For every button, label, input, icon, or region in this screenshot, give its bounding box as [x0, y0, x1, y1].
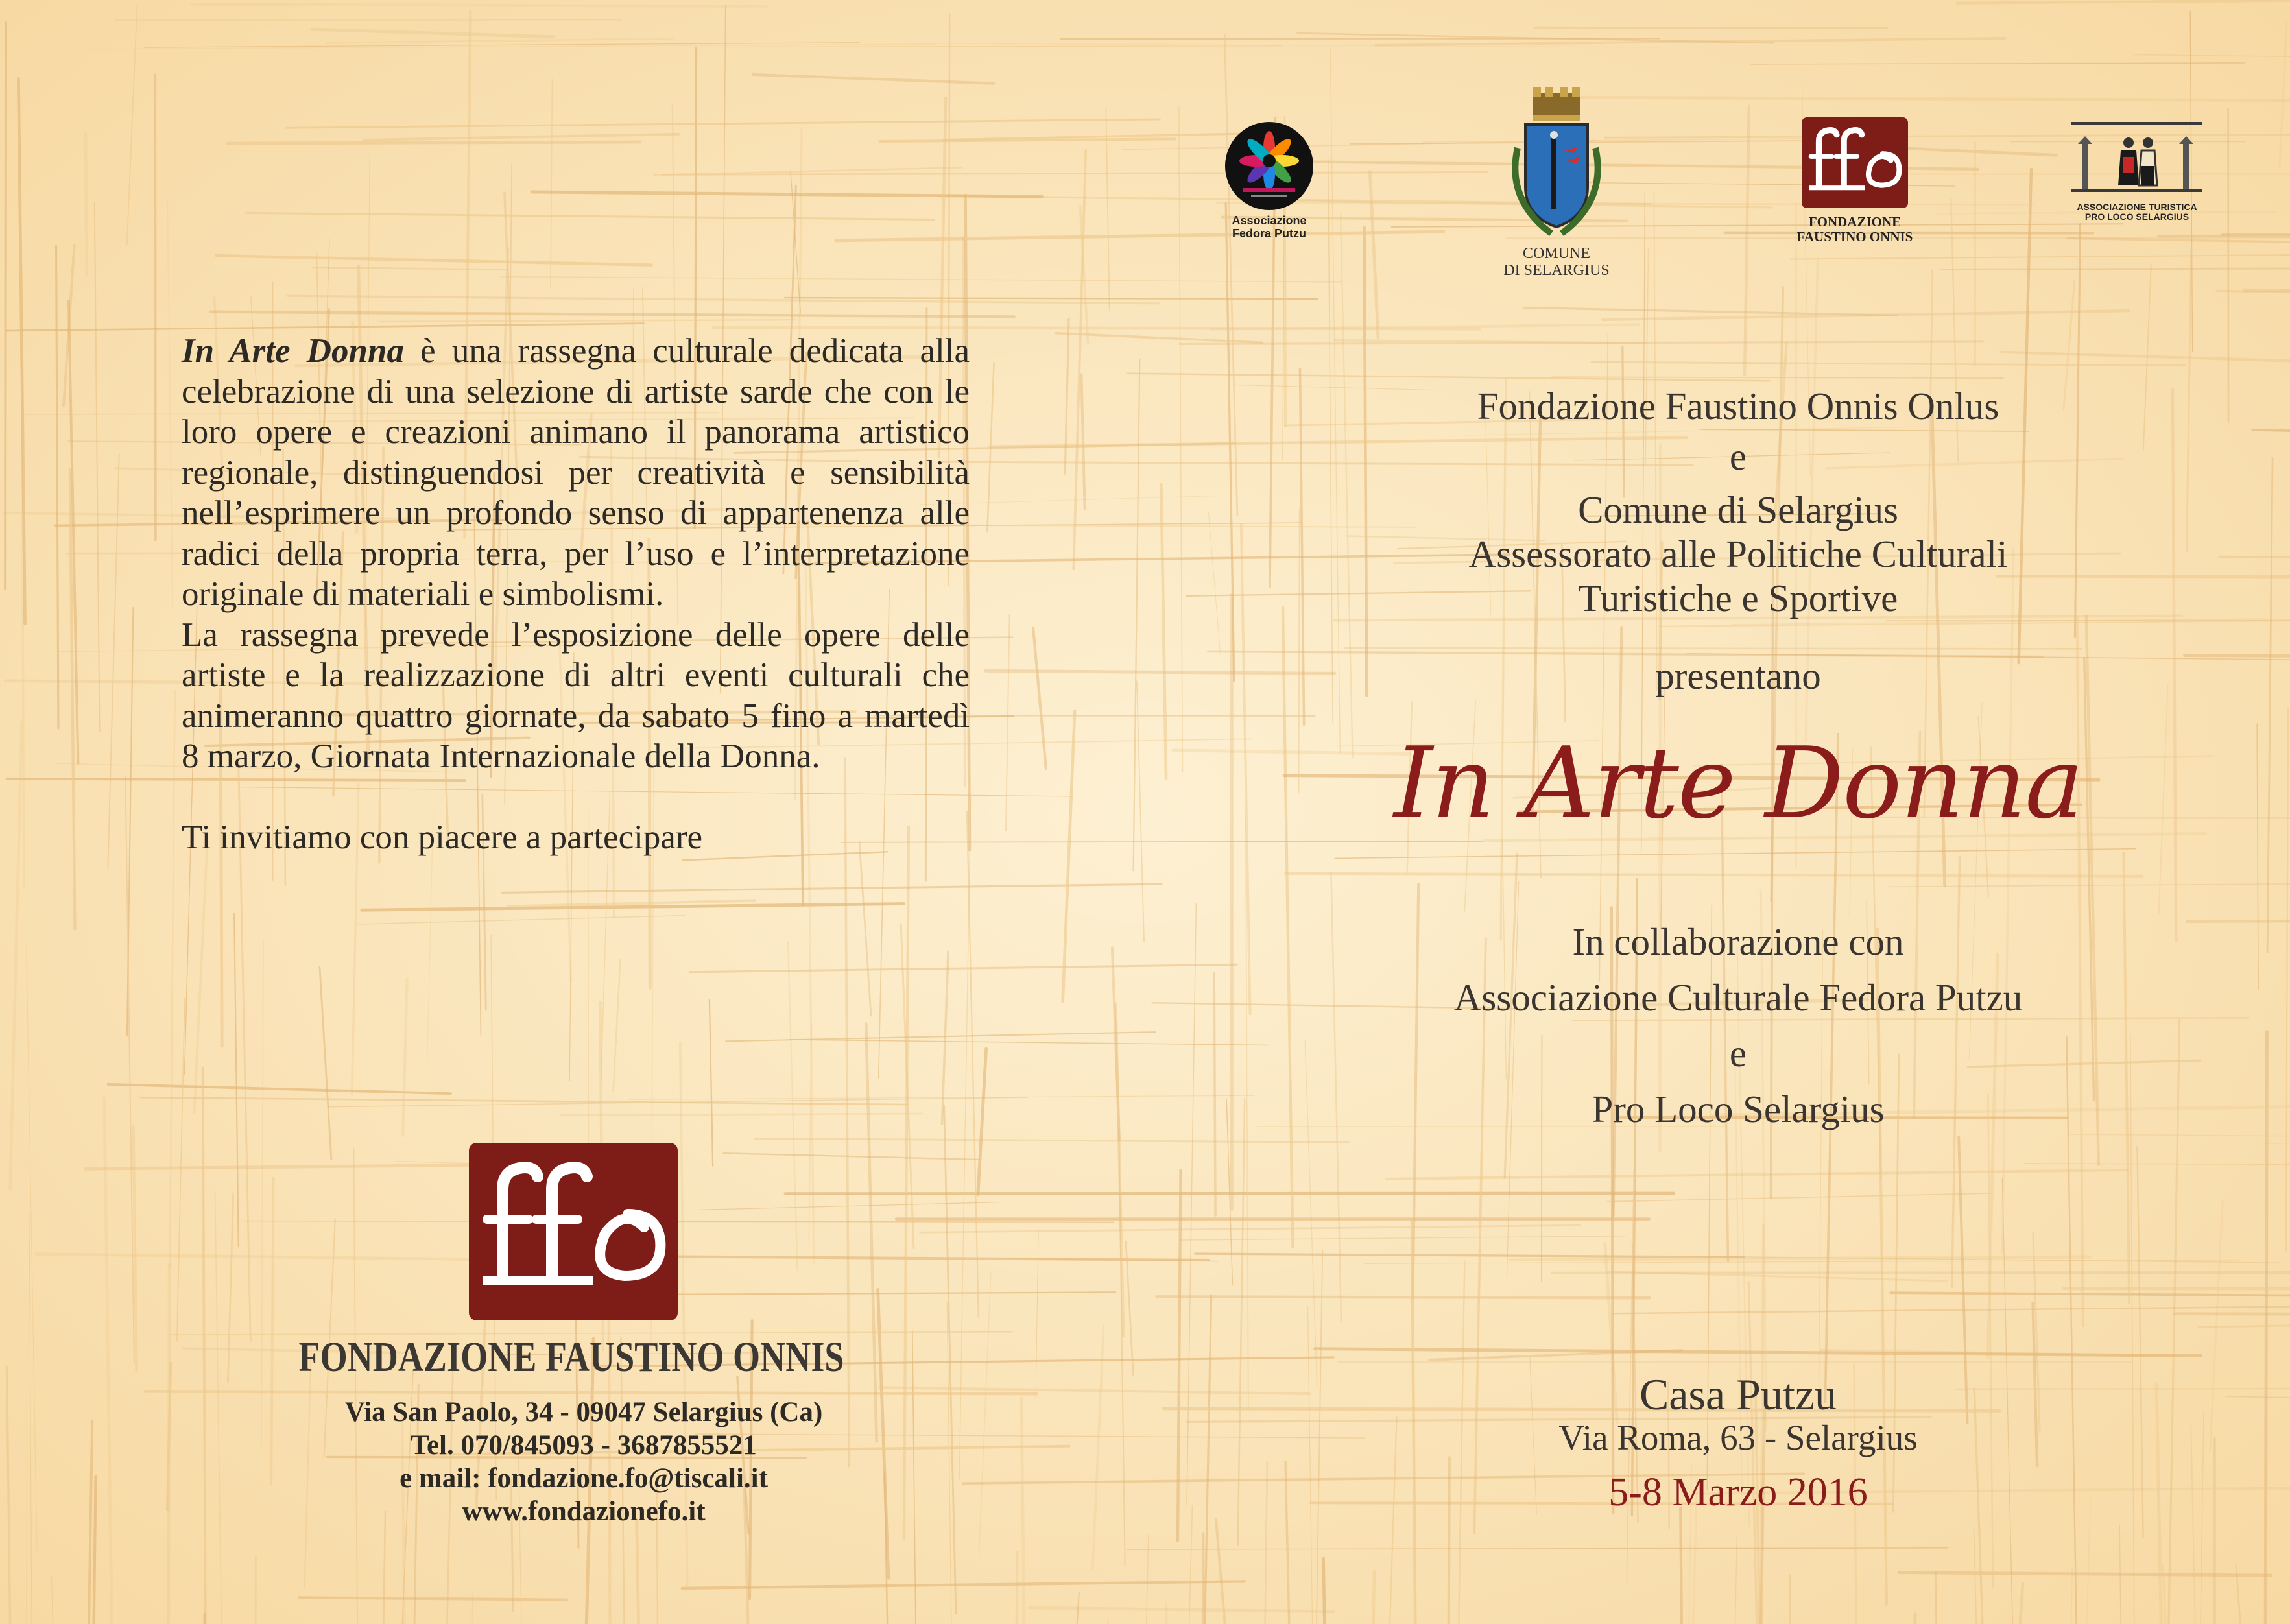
pro-loco-caption: ASSOCIAZIONE TURISTICA PRO LOCO SELARGIUS: [2077, 202, 2197, 222]
coat-of-arms-icon: [1499, 83, 1614, 245]
invitation-text: Ti invitiamo con piacere a partecipare: [182, 818, 703, 856]
pro-loco-emblem-icon: [2069, 118, 2205, 201]
flower-emblem-icon: [1224, 121, 1315, 211]
contact-block: [259, 1396, 908, 1528]
organizer-department-1: Assessorato alle Politiche Culturali: [1468, 532, 2008, 575]
venue-address: Via Roma, 63 - Selargius: [1558, 1418, 1918, 1457]
email-link[interactable]: e mail: fondazione.fo@tiscali.it: [400, 1463, 768, 1494]
collaboration-intro: In collaborazione con: [1572, 920, 1904, 963]
intro-text: [182, 331, 970, 857]
collaborator-pro-loco: Pro Loco Selargius: [1592, 1088, 1885, 1130]
intro-paragraph-2: La rassegna prevede l’esposizione delle opere delle artiste e la realizzazione di altri eventi culturali che animeranno quattro giornate, da sabato 5 fino a martedì 8 marzo, Giornata Internazionale della Donna.: [182, 615, 970, 775]
fedora-putzu-logo: [1208, 121, 1331, 240]
conjunction-e-2: e: [1729, 1032, 1747, 1075]
intro-paragraph-1: [182, 331, 970, 615]
comune-caption: COMUNE DI SELARGIUS: [1503, 245, 1610, 279]
collaboration-block: [1349, 920, 2127, 1131]
event-title: In Arte Donna: [1394, 726, 2082, 841]
ffo-logo-small: [1780, 117, 1929, 245]
ffo-monogram-small-icon: [1802, 117, 1908, 208]
foundation-name: FONDAZIONE FAUSTINO ONNIS: [298, 1333, 844, 1381]
venue-name: Casa Putzu: [1639, 1370, 1837, 1419]
organizers-block: [1349, 384, 2127, 698]
organizer-department-2: Turistiche e Sportive: [1578, 577, 1898, 619]
pro-loco-logo: [2066, 118, 2208, 222]
ffo-monogram-icon: [469, 1143, 678, 1320]
event-dates: 5-8 Marzo 2016: [1608, 1470, 1868, 1514]
address: Via San Paolo, 34 - 09047 Selargius (Ca): [344, 1397, 823, 1427]
intro-title: In Arte Donna: [182, 332, 404, 370]
intro-body: è una rassegna culturale dedicata alla celebrazione di una selezione di artiste sarde che con le loro opere e creazioni animano il panorama artistico regionale, distinguendosi per creatività e sensibilità nell’esprimere un profondo senso di appartenenza alle radici della propria terra, per l’uso e l’interpretazione originale di materiali e simbolismi.: [182, 332, 970, 613]
ffo-small-caption: FONDAZIONE FAUSTINO ONNIS: [1796, 214, 1913, 245]
comune-selargius-logo: [1485, 83, 1628, 279]
ffo-logo-large: [469, 1143, 678, 1320]
website-link[interactable]: www.fondazionefo.it: [462, 1496, 706, 1527]
collaborator-association: Associazione Culturale Fedora Putzu: [1453, 976, 2023, 1019]
organizer-foundation: Fondazione Faustino Onnis Onlus: [1477, 385, 1999, 427]
presentano-text: presentano: [1655, 654, 1821, 697]
fedora-caption: Associazione Fedora Putzu: [1232, 214, 1307, 240]
phone: Tel. 070/845093 - 3687855521: [411, 1430, 757, 1461]
venue-block: [1349, 1371, 2127, 1515]
organizer-comune: Comune di Selargius: [1578, 488, 1898, 531]
conjunction-e: e: [1729, 435, 1747, 478]
